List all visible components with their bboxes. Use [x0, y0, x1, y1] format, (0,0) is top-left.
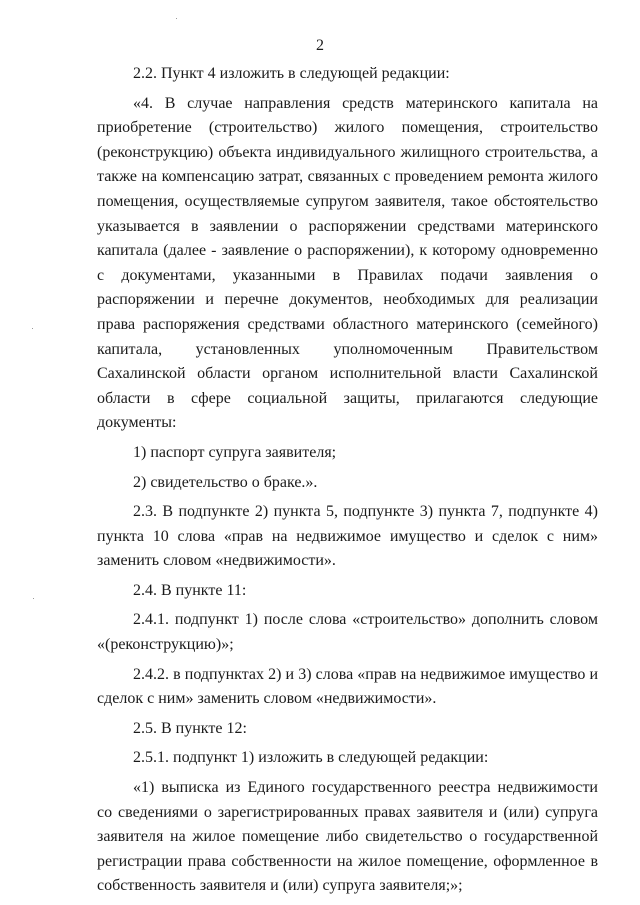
paragraph-subpoint-1-text: «1) выписка из Единого государственного реестра недвижимости со сведениями о зарегистрированных правах заявителя и (или) супруга заявителя на жилое помещение либо свидетельство о государственной регистрации права собственности на жилое помещение, оформленное в собственность заявителя и (или) супруга заявителя;»;	[97, 779, 598, 895]
paragraph-2-5: 2.5. В пункте 12:	[133, 719, 247, 737]
paragraph-2-4-2: 2.4.2. в подпунктах 2) и 3) слова «прав на недвижимое имущество и сделок с ним» заменить словом «недвижимости».	[97, 665, 598, 708]
document-body	[97, 62, 598, 899]
paragraph-point-4-text: «4. В случае направления средств материнского капитала на приобретение (строительство) жилого помещения, строительство (реконструкцию) объекта индивидуального жилищного строительства, а также на компенсацию затрат, связанных с проведением ремонта жилого помещения, осуществляемые супругом заявителя, такое обстоятельство указывается в заявлении о распоряжении средствами материнского капитала (далее - заявление о распоряжении), к которому одновременно с документами, указанными в Правилах подачи заявления о распоряжении и перечне документов, необходимых для реализации права распоряжения средствами областного материнского (семейного) капитала, установленных уполномоченным Правительством Сахалинской области органом исполнительной власти Сахалинской области в сфере социальной защиты, прилагаются следующие документы:	[97, 94, 598, 432]
list-item-passport: 1) паспорт супруга заявителя;	[133, 443, 337, 461]
paragraph-2-4: 2.4. В пункте 11:	[133, 581, 247, 599]
list-item-marriage-certificate: 2) свидетельство о браке.».	[133, 473, 318, 491]
scan-speck	[32, 328, 33, 329]
paragraph-2-2: 2.2. Пункт 4 изложить в следующей редакции:	[133, 65, 450, 82]
scan-speck	[176, 18, 177, 19]
page-number: 2	[316, 37, 324, 54]
paragraph-2-4-1: 2.4.1. подпункт 1) после слова «строительство» дополнить словом «(реконструкцию)»;	[97, 611, 598, 654]
scan-speck	[33, 598, 34, 599]
paragraph-2-3: 2.3. В подпункте 2) пункта 5, подпункте 3) пункта 7, подпункте 4) пункта 10 слова «прав на недвижимое имущество и сделок с ним» заменить словом «недвижимости».	[97, 503, 598, 570]
paragraph-2-5-1: 2.5.1. подпункт 1) изложить в следующей редакции:	[133, 749, 489, 767]
